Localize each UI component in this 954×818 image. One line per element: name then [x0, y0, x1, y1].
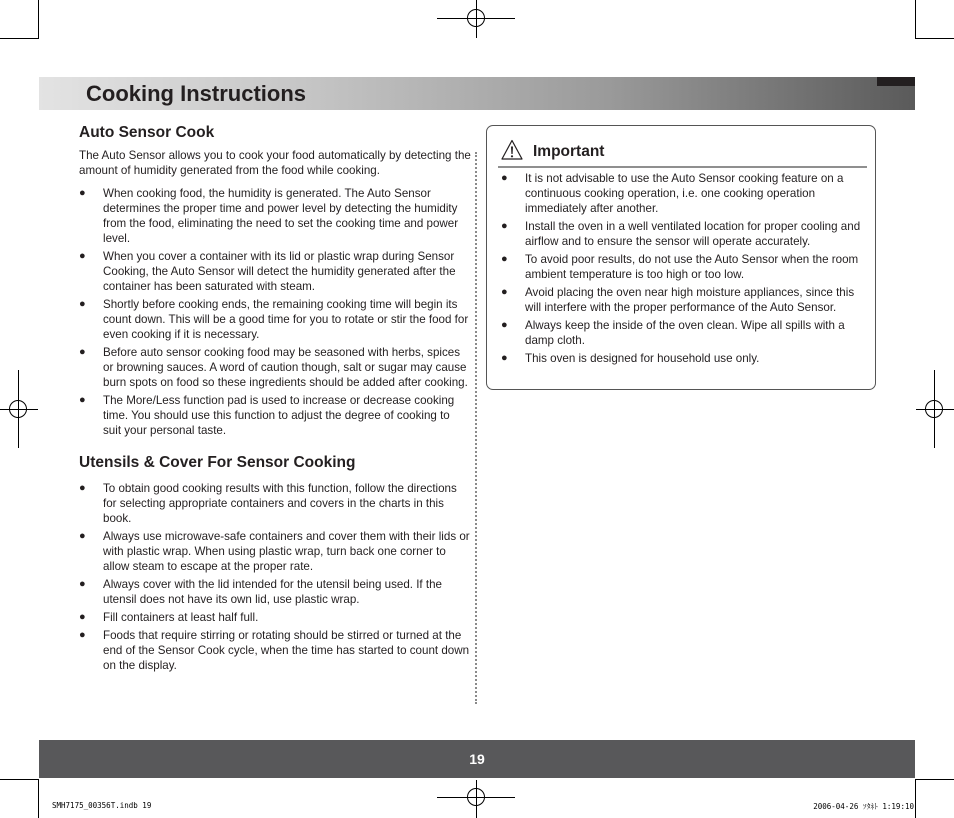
bullet-icon: ●: [79, 611, 86, 623]
bullet-text: Avoid placing the oven near high moisture appliances, since this will interfere with the proper performance of the Auto Sensor.: [525, 286, 855, 314]
important-bullet: [501, 318, 863, 348]
bullet-icon: ●: [79, 394, 86, 406]
column-divider: [475, 152, 477, 704]
bullet-icon: ●: [79, 250, 86, 262]
bullet-icon: ●: [79, 187, 86, 199]
page-number: 19: [469, 751, 485, 767]
bullet-text: Fill containers at least half full.: [103, 611, 259, 624]
bullet-icon: ●: [79, 346, 86, 358]
auto-sensor-bullet: [79, 297, 471, 342]
important-list: [501, 171, 863, 366]
auto-sensor-bullet: [79, 186, 471, 246]
auto-sensor-heading: Auto Sensor Cook: [79, 124, 215, 141]
left-column: [79, 123, 471, 676]
bullet-text: This oven is designed for household use only.: [525, 352, 760, 365]
utensils-list: [79, 481, 471, 673]
bullet-icon: ●: [501, 220, 508, 232]
important-column: [501, 171, 863, 369]
bullet-icon: ●: [79, 482, 86, 494]
bullet-text: Foods that require stirring or rotating should be stirred or turned at the end of the Sensor Cook cycle, when the time has started to count down on the display.: [103, 629, 470, 672]
bullet-text: Before auto sensor cooking food may be seasoned with herbs, spices or browning sauces. A word of caution though, salt or sugar may cause burn spots on food so these ingredients should be added after cooking.: [103, 346, 468, 389]
slug-left: SMH7175_00356T.indb 19: [52, 801, 152, 810]
header-tab-marker: [877, 77, 915, 86]
bullet-icon: ●: [501, 253, 508, 265]
auto-sensor-bullet: [79, 249, 471, 294]
auto-sensor-intro: The Auto Sensor allows you to cook your food automatically by detecting the amount of humidity generated from the food while cooking.: [79, 149, 471, 177]
page-title: Cooking Instructions: [86, 81, 306, 106]
utensils-bullet: [79, 529, 471, 574]
important-bullet: [501, 285, 863, 315]
bullet-icon: ●: [79, 530, 86, 542]
bullet-icon: ●: [501, 172, 508, 184]
utensils-bullet: [79, 610, 471, 625]
auto-sensor-bullet: [79, 393, 471, 438]
important-bullet: [501, 252, 863, 282]
important-bullet: [501, 219, 863, 249]
bullet-text: Always use microwave-safe containers and cover them with their lids or with plastic wrap. When using plastic wrap, turn back one corner to allow steam to escape at the proper rate.: [103, 530, 470, 573]
utensils-bullet: [79, 628, 471, 673]
slug-right: 2006-04-26 ｿﾀﾈﾄ 1:19:10: [813, 802, 914, 811]
utensils-heading: Utensils & Cover For Sensor Cooking: [79, 454, 356, 471]
important-bullet: [501, 351, 863, 366]
bullet-text: To obtain good cooking results with this function, follow the directions for selecting appropriate containers and covers in the charts in this book.: [103, 482, 457, 525]
utensils-bullet: [79, 481, 471, 526]
auto-sensor-list: [79, 186, 471, 438]
bullet-text: To avoid poor results, do not use the Auto Sensor when the room ambient temperature is too high or too low.: [525, 253, 859, 281]
important-heading: Important: [533, 143, 605, 160]
bullet-text: Install the oven in a well ventilated location for proper cooling and airflow and to ensure the sensor will operate accurately.: [525, 220, 861, 248]
bullet-icon: ●: [79, 298, 86, 310]
bullet-icon: ●: [501, 286, 508, 298]
bullet-text: The More/Less function pad is used to increase or decrease cooking time. You should use this function to adjust the degree of cooking to suit your personal taste.: [103, 394, 455, 437]
auto-sensor-bullet: [79, 345, 471, 390]
warning-icon: [501, 139, 523, 161]
bullet-icon: ●: [501, 352, 508, 364]
bullet-icon: ●: [79, 578, 86, 590]
important-rule: [498, 166, 867, 168]
bullet-text: It is not advisable to use the Auto Sensor cooking feature on a continuous cooking operation, i.e. one cooking operation immediately after another.: [525, 172, 844, 215]
bullet-text: Always keep the inside of the oven clean. Wipe all spills with a damp cloth.: [525, 319, 845, 347]
bullet-icon: ●: [501, 319, 508, 331]
bullet-text: When you cover a container with its lid or plastic wrap during Sensor Cooking, the Auto Sensor will detect the humidity generated after the container has been saturated with steam.: [103, 250, 456, 293]
important-bullet: [501, 171, 863, 216]
bullet-text: When cooking food, the humidity is generated. The Auto Sensor determines the proper time and power level by detecting the humidity from the food, eliminating the need to set the cooking time and power level.: [103, 187, 459, 245]
bullet-text: Shortly before cooking ends, the remaining cooking time will begin its count down. This will be a good time for you to rotate or stir the food for even cooking if it is necessary.: [103, 298, 469, 341]
bullet-icon: ●: [79, 629, 86, 641]
bullet-text: Always cover with the lid intended for the utensil being used. If the utensil does not have its own lid, use plastic wrap.: [103, 578, 442, 606]
utensils-bullet: [79, 577, 471, 607]
